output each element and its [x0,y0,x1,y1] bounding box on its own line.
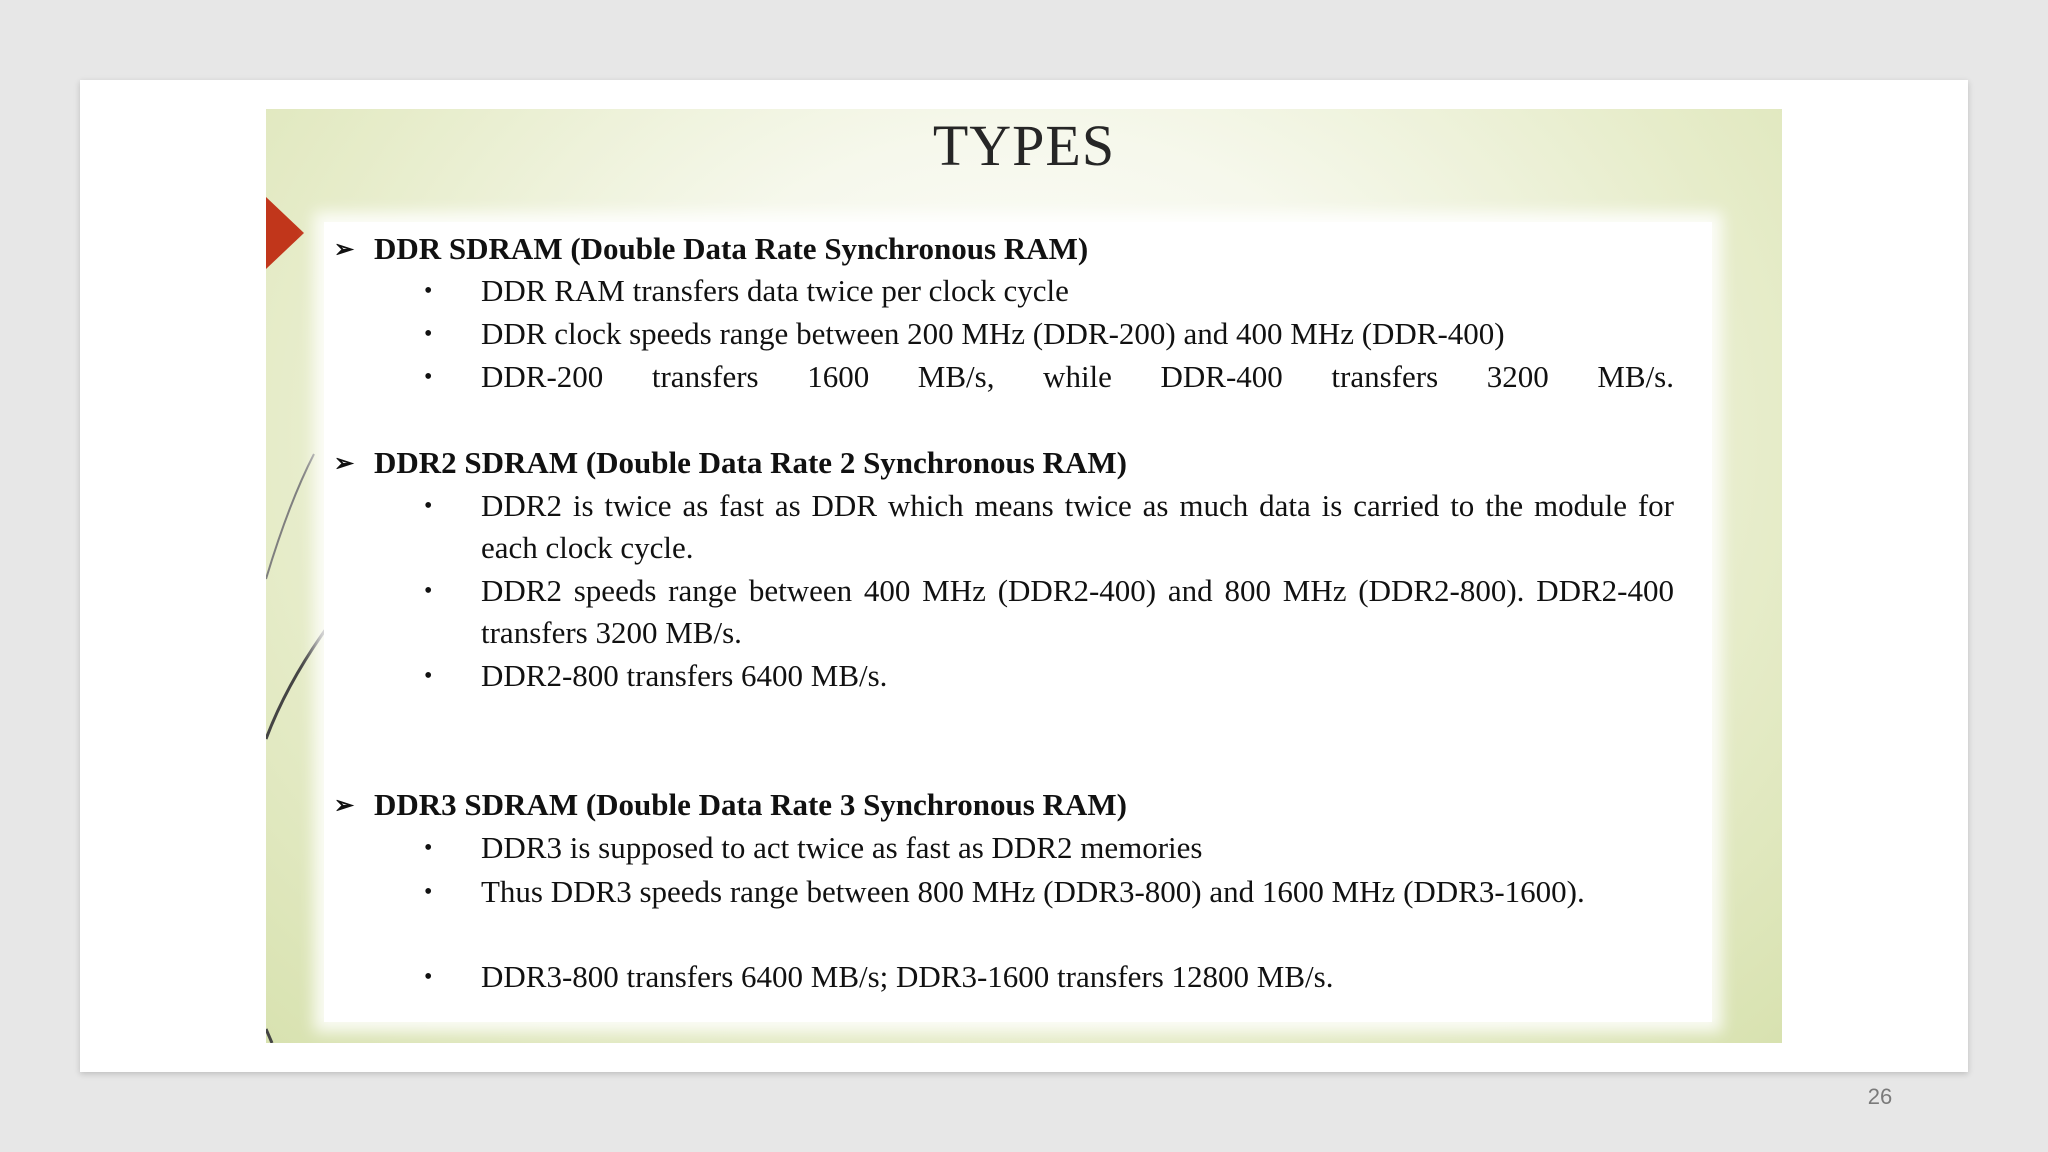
list-item-text: DDR2 speeds range between 400 MHz (DDR2-400) and 800 MHz (DDR2-800). DDR2-400 transfers 3200 MB/s. [481,573,1674,650]
slide-image [266,109,1782,1043]
dot-bullet-icon: • [424,578,433,604]
arrowhead-bullet-icon: ➢ [333,236,355,263]
list-item-text: DDR clock speeds range between 200 MHz (DDR-200) and 400 MHz (DDR-400) [481,316,1505,351]
list-item-text: DDR3 is supposed to act twice as fast as DDR2 memories [481,830,1203,865]
page-number: 26 [1867,1084,1893,1109]
arrowhead-bullet-icon: ➢ [333,450,355,477]
list-item-text: DDR-200 transfers 1600 MB/s, while DDR-400 transfers 3200 MB/s. [481,359,1674,394]
dot-bullet-icon: • [424,964,433,990]
dot-bullet-icon: • [424,364,433,390]
slide-card [80,80,1968,1072]
section-heading-text: DDR3 SDRAM (Double Data Rate 3 Synchronous RAM) [374,787,1127,822]
section-heading [324,228,1088,270]
list-item-text: DDR2 is twice as fast as DDR which means twice as much data is carried to the module for each clock cycle. [481,488,1674,565]
section-heading-text: DDR SDRAM (Double Data Rate Synchronous RAM) [374,231,1089,266]
list-item-text: DDR RAM transfers data twice per clock cycle [481,273,1069,308]
dot-bullet-icon: • [424,663,433,689]
dot-bullet-icon: • [424,278,433,304]
dot-bullet-icon: • [424,321,433,347]
section-heading [324,784,1127,826]
list-item-text: Thus DDR3 speeds range between 800 MHz (DDR3-800) and 1600 MHz (DDR3-1600). [481,874,1585,909]
section-heading [324,442,1127,484]
content-box [324,222,1712,1022]
dot-bullet-icon: • [424,879,433,905]
section-heading-text: DDR2 SDRAM (Double Data Rate 2 Synchronous RAM) [374,445,1127,480]
slide-title: TYPES [932,113,1116,178]
list-item-text: DDR3-800 transfers 6400 MB/s; DDR3-1600 transfers 12800 MB/s. [481,959,1334,994]
dot-bullet-icon: • [424,493,433,519]
list-item-text: DDR2-800 transfers 6400 MB/s. [481,658,888,693]
dot-bullet-icon: • [424,835,433,861]
red-triangle-icon [266,197,304,269]
arrowhead-bullet-icon: ➢ [333,792,355,819]
